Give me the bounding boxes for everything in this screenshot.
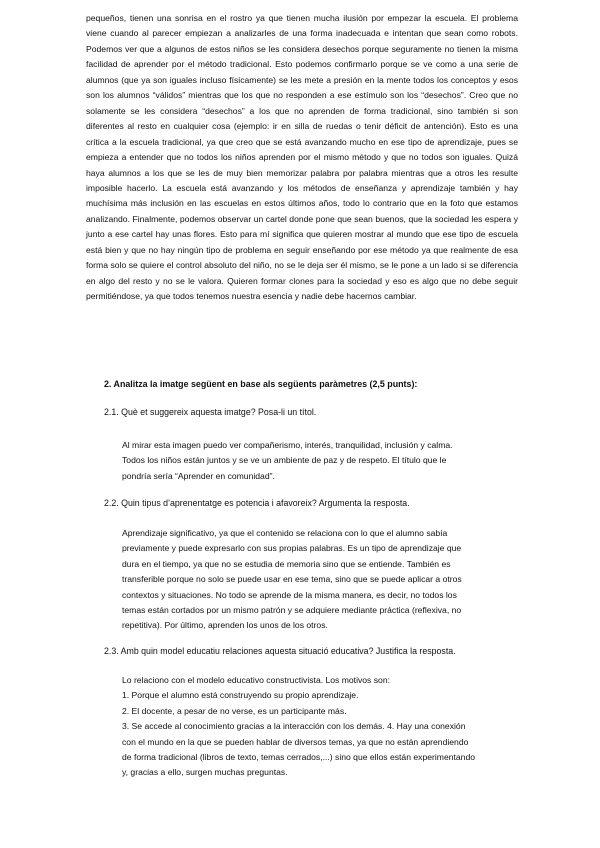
question-2-1: 2.1. Què et suggereix aquesta imatge? Posa-li un títol. [104, 407, 317, 417]
list-item: 1. Porque el alumno está construyendo su propio aprendizaje. [122, 690, 359, 701]
question-2-3: 2.3. Amb quin model educatiu relaciones aquesta situació educativa? Justifica la resposta. [104, 646, 456, 656]
intro-paragraph: pequeños, tienen una sonrisa en el rostro ya que tienen mucha ilusión por empezar la escuela. El problema viene cuando al parecer empiezan a analizarles de una forma inadecuada e intentan que sean como robots. Podemos ver que a algunos de estos niños se les considera desechos porque seguramente no tienen la misma facilidad de aprender por el método tradicional. Esto podemos confirmarlo porque se ve como a una serie de alumnos (que ya son iguales incluso físicamente) se les mete a presión en la mente todos los conceptos y esos son los alumnos “válidos” mientras que los que no responden a ese estímulo son los “desechos”. Creo que no solamente se les considera “desechos” a los que no aprenden de forma tradicional, sino también si son diferentes al resto en cualquier cosa (ejemplo: ir en silla de ruedas o tenir déficit de antención). Esto es una crítica a la escuela tradicional, ya que creo que se está avanzando mucho en ese tipo de aprendizaje, pues se empieza a entender que no todos los niños aprenden por el mismo método y que no todos son iguales. Quizá haya alumnos a los que se les de muy bien memorizar palabra por palabra mientras que a otros les resulte imposible hacerlo. La escuela está avanzando y los métodos de enseñanza y aprendizaje también y hay muchísima más inclusión en las escuelas en estos últimos años, todo lo contrario que en la foto que estamos analizando. Finalmente, podemos observar un cartel donde pone que sean buenos, que la sociedad les espera y junto a ese cartel hay unas flores. Esto para mí significa que quieren mostrar al mundo que ese tipo de escuela está bien y que no hay ningún tipo de problema en seguir enseñando por ese método ya que realmente de esa forma solo se quiere el control absoluto del niño, no se le deja ser él mismo, se le pone a un lado si se diferencia en algo del resto y no se le valora. Quieren formar clones para la sociedad y eso es algo que no debe seguir permitiéndose, ya que todos tenemos nuestra esencia y nadie debe hacernos cambiar. [86, 13, 518, 302]
answer-2-3 [122, 673, 478, 781]
answer-2-2: Aprendizaje significativo, ya que el contenido se relaciona con lo que el alumno sabía previamente y puede expresarlo con sus propias palabras. Es un tipo de aprendizaje que dura en el tiempo, ya que no se estudia de memoria sino que se entiende. También es transferible porque no solo se puede usar en ese tema, sino que se puede aplicar a otros contextos y situaciones. No todo se aprende de la misma manera, es decir, no todos los temas están cortados por un mismo patrón y se adquiere mediante práctica (reflexiva, no repetitiva). Por último, aprenden los unos de los otros. [122, 528, 462, 631]
answer-2-3-intro: Lo relaciono con el modelo educativo constructivista. Los motivos son: [122, 675, 390, 685]
section-title: 2. Analitza la imatge següent en base als següents paràmetres (2,5 punts): [104, 379, 418, 389]
answer-2-3-list [122, 688, 478, 780]
list-item: 2. El docente, a pesar de no verse, es un participante más. [122, 705, 347, 716]
question-2-2: 2.2. Quin tipus d’aprenentatge es potencia i afavoreix? Argumenta la resposta. [104, 498, 410, 508]
answer-2-1: Al mirar esta imagen puedo ver compañerismo, interés, tranquilidad, inclusión y calma. Todos los niños están juntos y se ve un ambiente de paz y de respeto. El título que le pondría sería “Aprender en comunidad”. [122, 440, 453, 481]
list-item: 3. Se accede al conocimiento gracias a la interacción con los demás. 4. Hay una conexión con el mundo en la que se pueden hablar de diversos temas, ya que no están aprendiendo de forma tradicional (libros de texto, temas cerrados,...) sino que ellos están experimentando y, gracias a ello, surgen muchas preguntas. [122, 721, 476, 778]
